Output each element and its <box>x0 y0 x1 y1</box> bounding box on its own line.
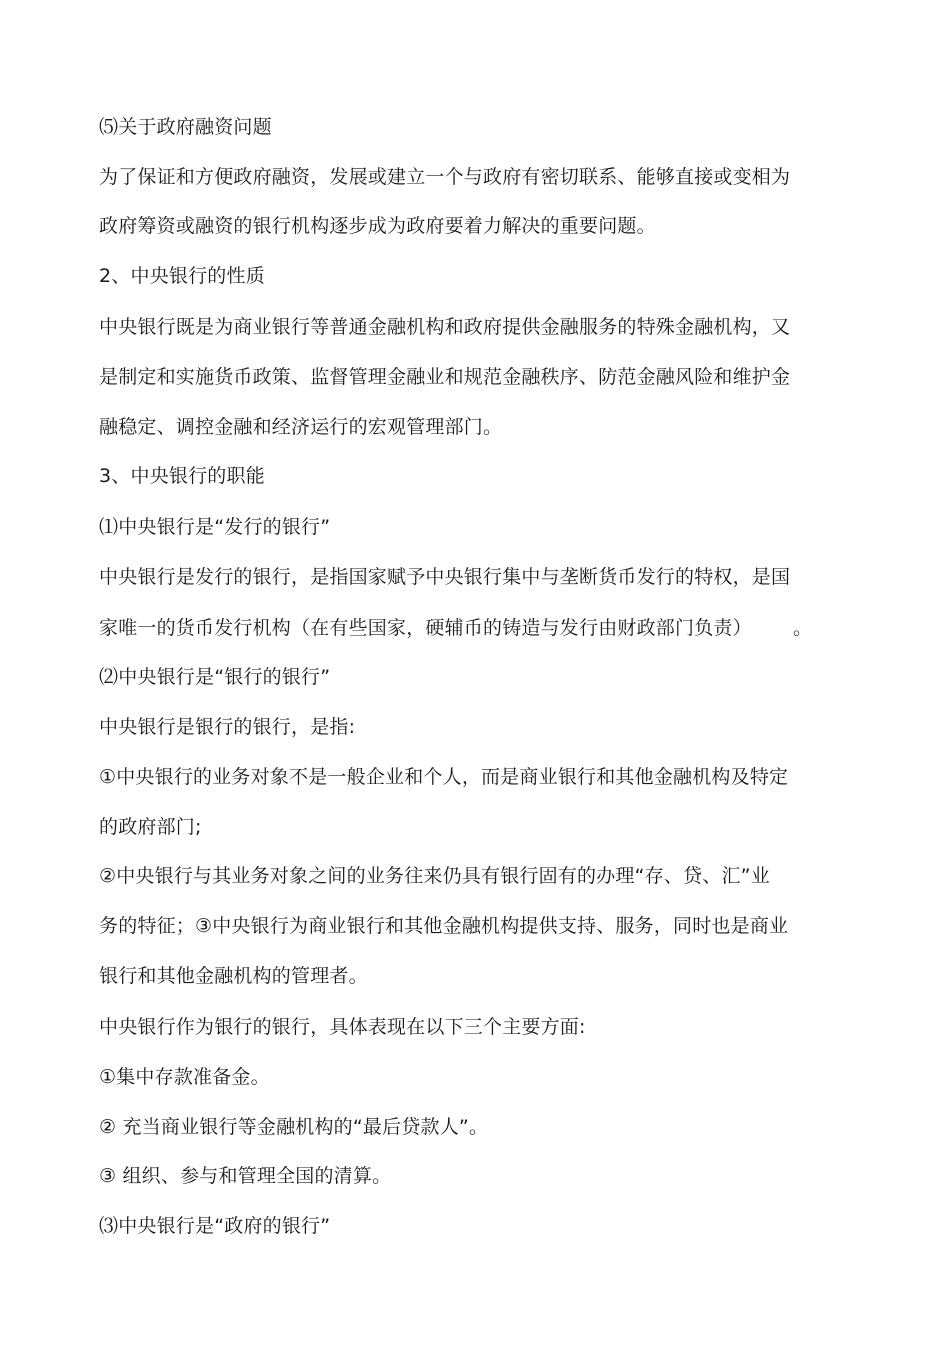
paragraph-line: 中央银行作为银行的银行，具体表现在以下三个主要方面: <box>99 1016 586 1038</box>
paragraph-line: 家唯一的货币发行机构（在有些国家，硬辅币的铸造与发行由财政部门负责） <box>99 617 752 639</box>
paragraph-line: 中央银行是银行的银行，是指: <box>99 716 356 738</box>
subsection-heading-bank-of-issue: ⑴中央银行是“发行的银行” <box>99 516 331 538</box>
list-item: ②中央银行与其业务对象之间的业务往来仍具有银行固有的办理“存、贷、汇”业 <box>99 865 770 887</box>
paragraph-line: 中央银行既是为商业银行等普通金融机构和政府提供金融服务的特殊金融机构，又 <box>99 316 791 338</box>
section-heading-government-financing: ⑸关于政府融资问题 <box>99 116 272 138</box>
section-heading-central-bank-functions: 3、中央银行的职能 <box>99 465 265 487</box>
list-item: ② 充当商业银行等金融机构的“最后贷款人”。 <box>99 1116 489 1138</box>
paragraph-line: 为了保证和方便政府融资，发展或建立一个与政府有密切联系、能够直接或变相为 <box>99 166 791 188</box>
paragraph-line: 融稳定、调控金融和经济运行的宏观管理部门。 <box>99 416 503 438</box>
list-item: ①中央银行的业务对象不是一般企业和个人，而是商业银行和其他金融机构及特定 <box>99 766 789 788</box>
section-heading-central-bank-nature: 2、中央银行的性质 <box>99 265 265 287</box>
paragraph-line: 政府筹资或融资的银行机构逐步成为政府要着力解决的重要问题。 <box>99 215 656 237</box>
paragraph-line: 中央银行是发行的银行，是指国家赋予中央银行集中与垄断货币发行的特权，是国 <box>99 566 791 588</box>
subsection-heading-bankers-bank: ⑵中央银行是“银行的银行” <box>99 666 331 688</box>
list-item: ③ 组织、参与和管理全国的清算。 <box>99 1165 392 1187</box>
paragraph-line: 银行和其他金融机构的管理者。 <box>99 965 368 987</box>
paragraph-line: 务的特征；③中央银行为商业银行和其他金融机构提供支持、服务，同时也是商业 <box>99 915 789 937</box>
list-item: ①集中存款准备金。 <box>99 1066 270 1088</box>
subsection-heading-government-bank: ⑶中央银行是“政府的银行” <box>99 1215 331 1237</box>
paragraph-line: 的政府部门; <box>99 816 202 838</box>
trailing-period: 。 <box>793 617 813 639</box>
paragraph-line: 是制定和实施货币政策、监督管理金融业和规范金融秩序、防范金融风险和维护金 <box>99 366 791 388</box>
